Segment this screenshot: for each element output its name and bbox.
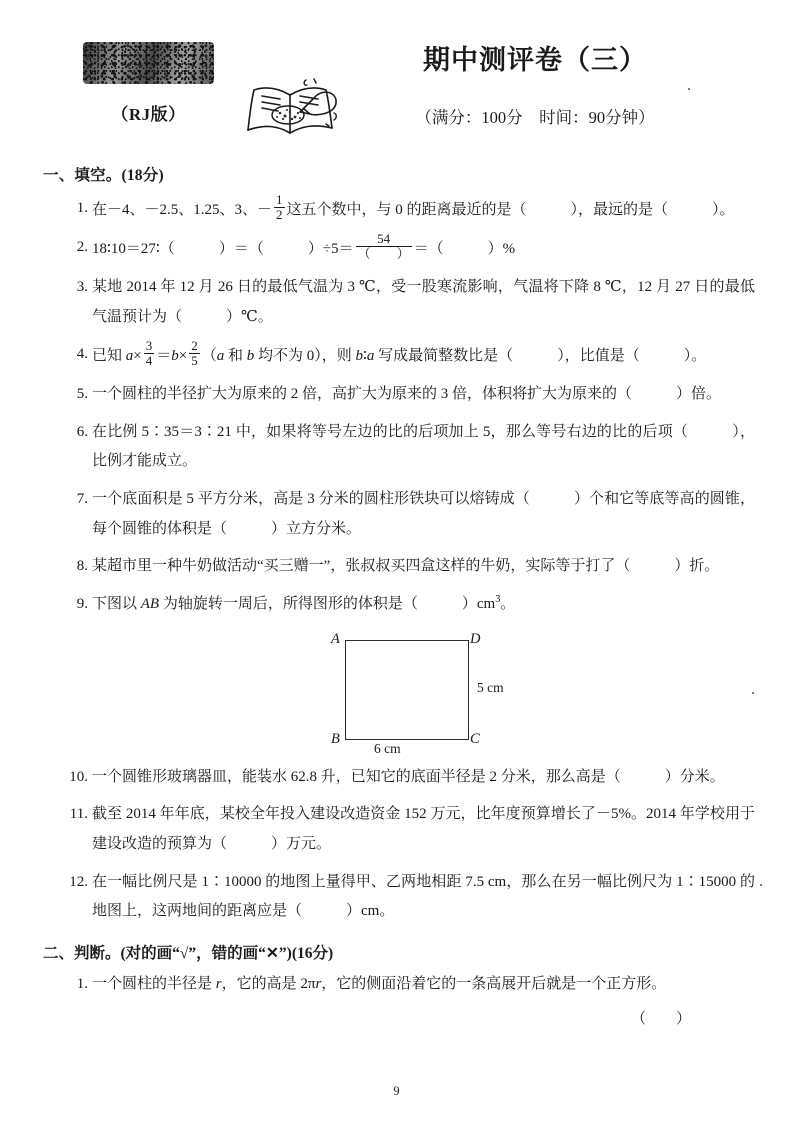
question-text: ），比例才能成立。 xyxy=(92,423,755,470)
math-variable: AB xyxy=(140,595,160,612)
math-variable: b xyxy=(246,348,255,365)
vertex-label-d: D xyxy=(470,630,481,647)
question-text: 一个底面积是 5 平方分米，高是 3 分米的圆柱形铁块可以熔铸成（ xyxy=(92,490,530,507)
question-number: 8. xyxy=(76,558,88,575)
dimension-width: 6 cm xyxy=(374,740,401,756)
question-number: 5. xyxy=(76,385,88,402)
question-text: 均不为 0），则 xyxy=(254,348,356,365)
fraction xyxy=(189,339,200,368)
question-item xyxy=(0,552,793,582)
question-text: ）立方分米。 xyxy=(271,520,362,537)
question-text: 在比例 5∶35＝3∶21 中，如果将等号左边的比的后项加上 5，那么等号右边的比的后项（ xyxy=(92,423,689,440)
question-text: （ xyxy=(201,348,217,365)
answer-blank[interactable] xyxy=(527,196,571,226)
question-text: ＝（ xyxy=(413,241,444,258)
question-text: 在一幅比例尺是 1∶10000 的地图上量得甲、乙两地相距 7.5 cm，那么在另一幅比例尺为 1∶15000 的地图上，这两地间的距离应是（ xyxy=(92,873,755,920)
question-text: ，它的侧面沿着它的一条高展开后就是一个正方形。 xyxy=(321,976,667,993)
math-variable: a xyxy=(125,348,134,365)
question-item xyxy=(0,418,793,477)
math-variable: a xyxy=(216,348,225,365)
fraction-denominator[interactable]: （ ） xyxy=(357,246,410,262)
question-text: ），最远的是（ xyxy=(570,201,669,218)
fraction xyxy=(144,339,155,368)
answer-blank[interactable] xyxy=(264,235,308,265)
question-text: ），比值是（ xyxy=(557,348,640,365)
publisher-stamp-logo xyxy=(83,42,214,84)
question-item xyxy=(0,340,793,371)
question-text: ）万元。 xyxy=(271,836,332,853)
question-number: 7. xyxy=(76,490,88,507)
fraction-numerator: 3 xyxy=(145,338,153,354)
exponent: 3 xyxy=(495,593,501,605)
question-number: 9. xyxy=(76,595,88,612)
fraction-denominator: 5 xyxy=(191,353,198,369)
fraction xyxy=(274,193,285,222)
question-item xyxy=(0,868,793,927)
question-text: ）% xyxy=(487,241,516,258)
question-text: 在－4、－2.5、1.25、3、－ xyxy=(92,201,273,218)
answer-blank[interactable] xyxy=(513,342,557,372)
question-text: ）cm。 xyxy=(346,903,395,920)
question-item xyxy=(0,763,793,793)
question-text: 一个圆柱的半径扩大为原来的 2 倍，高扩大为原来的 3 倍，体积将扩大为原来的（ xyxy=(92,385,633,402)
fraction-denominator: 4 xyxy=(145,353,153,369)
question-number: 3. xyxy=(76,278,88,295)
vertex-label-b: B xyxy=(331,730,340,747)
question-item xyxy=(0,233,793,264)
fraction-numerator: 1 xyxy=(276,191,283,207)
section-heading-fill-in-blank: 一、填空。(18分) xyxy=(43,167,164,184)
page-number: 9 xyxy=(393,1084,400,1098)
math-variable: r xyxy=(215,976,222,993)
question-text: 为轴旋转一周后，所得图形的体积是（ xyxy=(159,595,418,612)
exam-meta: （满分：100分 时间：90分钟） xyxy=(415,108,655,127)
scan-speck xyxy=(760,884,762,886)
question-item xyxy=(0,273,793,332)
rectangle-shape xyxy=(345,640,469,740)
question-text: × xyxy=(133,348,142,365)
question-text: ）折。 xyxy=(674,558,720,575)
question-text: ）。 xyxy=(712,201,735,218)
answer-blank[interactable]: （ ） xyxy=(630,1010,691,1027)
question-item xyxy=(0,590,793,620)
question-text: ）÷5＝ xyxy=(307,241,354,258)
question-text: ）个和它等底等高的圆锥，每个圆锥的体积是（ xyxy=(92,490,755,537)
question-number: 1. xyxy=(76,200,88,216)
question-text: ＝ xyxy=(156,348,172,365)
answer-blank[interactable] xyxy=(640,342,684,372)
question-text: 这五个数中，与 0 的距离最近的是（ xyxy=(286,201,527,218)
question-text: ）cm xyxy=(461,595,496,612)
fraction-numerator: 2 xyxy=(191,338,198,354)
question-text: 某地 2014 年 12 月 26 日的最低气温为 3 ℃，受一股寒流影响，气温将下降 8 ℃，12 月 27 日的最低气温预计为（ xyxy=(92,278,755,325)
answer-blank[interactable] xyxy=(227,830,271,860)
answer-blank[interactable] xyxy=(444,235,488,265)
question-item xyxy=(0,191,793,225)
question-text: 一个圆柱的半径是 xyxy=(92,976,216,993)
fraction-denominator: 2 xyxy=(276,206,283,222)
question-text: ）。 xyxy=(683,348,707,365)
question-number: 11. xyxy=(69,806,88,823)
question-text: 。 xyxy=(500,595,516,612)
question-text: ，它的高是 2π xyxy=(221,976,316,993)
question-item xyxy=(0,970,793,1034)
question-text: × xyxy=(178,348,188,365)
question-number: 1. xyxy=(76,976,88,993)
fraction xyxy=(356,232,412,261)
page-header xyxy=(0,0,793,150)
question-text: ∶ xyxy=(363,348,367,365)
question-text: ）分米。 xyxy=(664,768,725,785)
question-text: 截至 2014 年年底，某校全年投入建设改造资金 152 万元，比年度预算增长了－5%。2014 年学校用于建设改造的预算为（ xyxy=(92,806,755,853)
question-text: 18∶10＝27∶（ xyxy=(92,241,175,258)
scan-speck xyxy=(752,692,754,694)
answer-blank[interactable] xyxy=(175,235,219,265)
question-number: 6. xyxy=(76,423,88,440)
fraction-numerator: 54 xyxy=(377,231,391,247)
vertex-label-a: A xyxy=(331,630,340,647)
vertex-label-c: C xyxy=(470,730,480,747)
question-text: 某超市里一种牛奶做活动“买三赠一”，张叔叔买四盒这样的牛奶，实际等于打了（ xyxy=(92,558,631,575)
open-book-with-magnifier-icon xyxy=(240,68,352,150)
question-number: 4. xyxy=(76,346,88,363)
question-number: 2. xyxy=(76,239,88,256)
math-variable: b xyxy=(171,348,179,365)
scan-speck xyxy=(688,88,690,90)
question-item xyxy=(0,800,793,859)
exam-content xyxy=(0,163,793,1042)
page-title: 期中测评卷（三） xyxy=(423,45,647,76)
answer-blank[interactable] xyxy=(630,552,674,582)
question-text: 和 xyxy=(224,348,247,365)
question-text: 已知 xyxy=(92,348,126,365)
question-item xyxy=(0,380,793,410)
question-number: 10. xyxy=(69,768,88,785)
answer-blank[interactable] xyxy=(530,485,574,515)
answer-blank[interactable] xyxy=(688,418,732,448)
question-text: ）℃。 xyxy=(226,308,273,325)
question-text: 写成最简整数比是（ xyxy=(374,348,514,365)
math-variable: a xyxy=(366,348,375,365)
math-variable: r xyxy=(315,976,322,993)
math-variable: b xyxy=(355,348,364,365)
answer-blank[interactable] xyxy=(182,303,226,333)
figure-rectangle-abcd xyxy=(0,628,793,761)
section-heading-true-false: 二、判断。(对的画“√”，错的画“✕”)(16分) xyxy=(43,945,334,963)
dimension-height: 5 cm xyxy=(477,679,504,695)
question-text: 下图以 xyxy=(92,595,141,612)
answer-blank[interactable] xyxy=(621,763,665,793)
answer-blank[interactable] xyxy=(418,590,462,620)
question-text: ）倍。 xyxy=(676,385,722,402)
question-number: 12. xyxy=(69,873,88,890)
answer-blank[interactable] xyxy=(632,380,676,410)
answer-blank[interactable] xyxy=(668,196,712,226)
question-item xyxy=(0,485,793,544)
question-text: ）＝（ xyxy=(218,241,264,258)
answer-blank[interactable] xyxy=(302,897,346,927)
answer-blank[interactable] xyxy=(227,515,271,545)
edition-label: （RJ版） xyxy=(111,105,186,124)
question-text: 一个圆锥形玻璃器皿，能装水 62.8 升，已知它的底面半径是 2 分米，那么高是（ xyxy=(92,768,621,785)
